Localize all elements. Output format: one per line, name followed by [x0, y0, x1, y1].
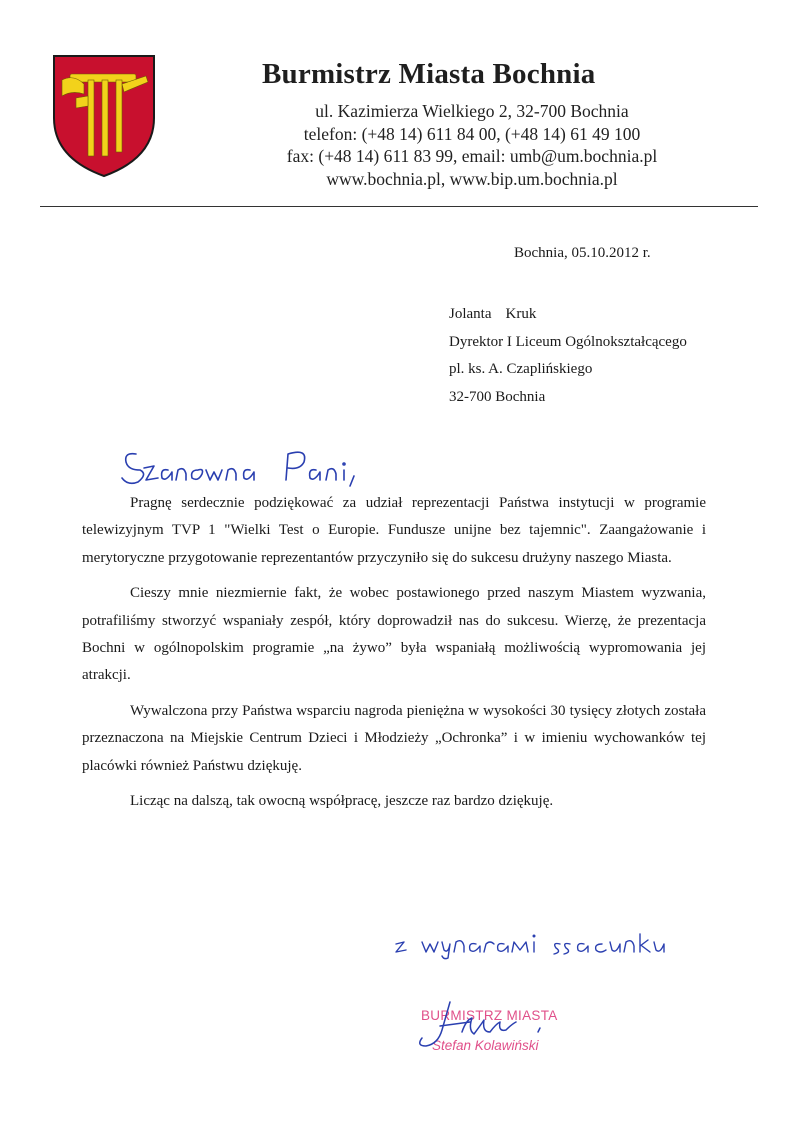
letterhead-divider	[40, 206, 758, 207]
recipient-name	[449, 301, 687, 329]
letterhead-web: www.bochnia.pl, www.bip.um.bochnia.pl	[326, 168, 618, 189]
body-paragraph: Cieszy mnie niezmiernie fakt, że wobec postawionego przed naszym Miastem wyzwania, potrafiliśmy stworzyć wspaniały zespół, który doprowadził nas do sukcesu. Wierzę, że prezentacja Bochni w ogólnopolskim programie „na żywo” była wspaniałą możliwością wypromowania jej atrakcji.	[82, 585, 706, 684]
handwritten-salutation	[118, 440, 388, 490]
body-paragraph: Licząc na dalszą, tak owocną współpracę, jeszcze raz bardzo dziękuję.	[130, 793, 554, 810]
recipient-street: pl. ks. A. Czaplińskiego	[449, 361, 593, 377]
stamp-title: BURMISTRZ MIASTA	[421, 1008, 558, 1023]
recipient-city: 32-700 Bochnia	[449, 388, 546, 405]
recipient-first-name: Jolanta	[449, 306, 492, 322]
handwritten-signature	[400, 996, 570, 1058]
recipient-block	[449, 301, 687, 411]
stamp-name: Stefan Kolawiński	[432, 1038, 539, 1053]
letterhead-title: Burmistrz Miasta Bochnia	[262, 58, 596, 90]
coat-of-arms-icon	[48, 50, 160, 180]
letter-body	[82, 490, 706, 824]
recipient-position: Dyrektor I Liceum Ogólnokształcącego	[449, 333, 687, 350]
letterhead-fax-email: fax: (+48 14) 611 83 99, email: umb@um.bochnia.pl	[286, 146, 658, 166]
body-paragraph: Pragnę serdecznie podziękować za udział reprezentacji Państwa instytucji w programie telewizyjnym TVP 1 "Wielki Test o Europie. Fundusze unijne bez tajemnic". Zaangażowanie i merytoryczne przygotowanie reprezentantów przyczyniło się do sukcesu drużyny naszego Miasta.	[82, 495, 706, 566]
handwritten-closing	[392, 920, 672, 960]
letterhead-phone: telefon: (+48 14) 611 84 00, (+48 14) 61 49 100	[303, 123, 641, 144]
letterhead-address: ul. Kazimierza Wielkiego 2, 32-700 Bochnia	[315, 101, 629, 121]
letter-date: Bochnia, 05.10.2012 r.	[514, 245, 651, 261]
body-paragraph: Wywalczona przy Państwa wsparciu nagroda pieniężna w wysokości 30 tysięcy złotych została przeznaczona na Miejskie Centrum Dzieci i Młodzieży „Ochronka” i w imieniu wychowanków tej placówki również Państwu dziękuję.	[82, 703, 706, 774]
recipient-last-name: Kruk	[505, 306, 537, 322]
letterhead-contact	[262, 100, 682, 190]
